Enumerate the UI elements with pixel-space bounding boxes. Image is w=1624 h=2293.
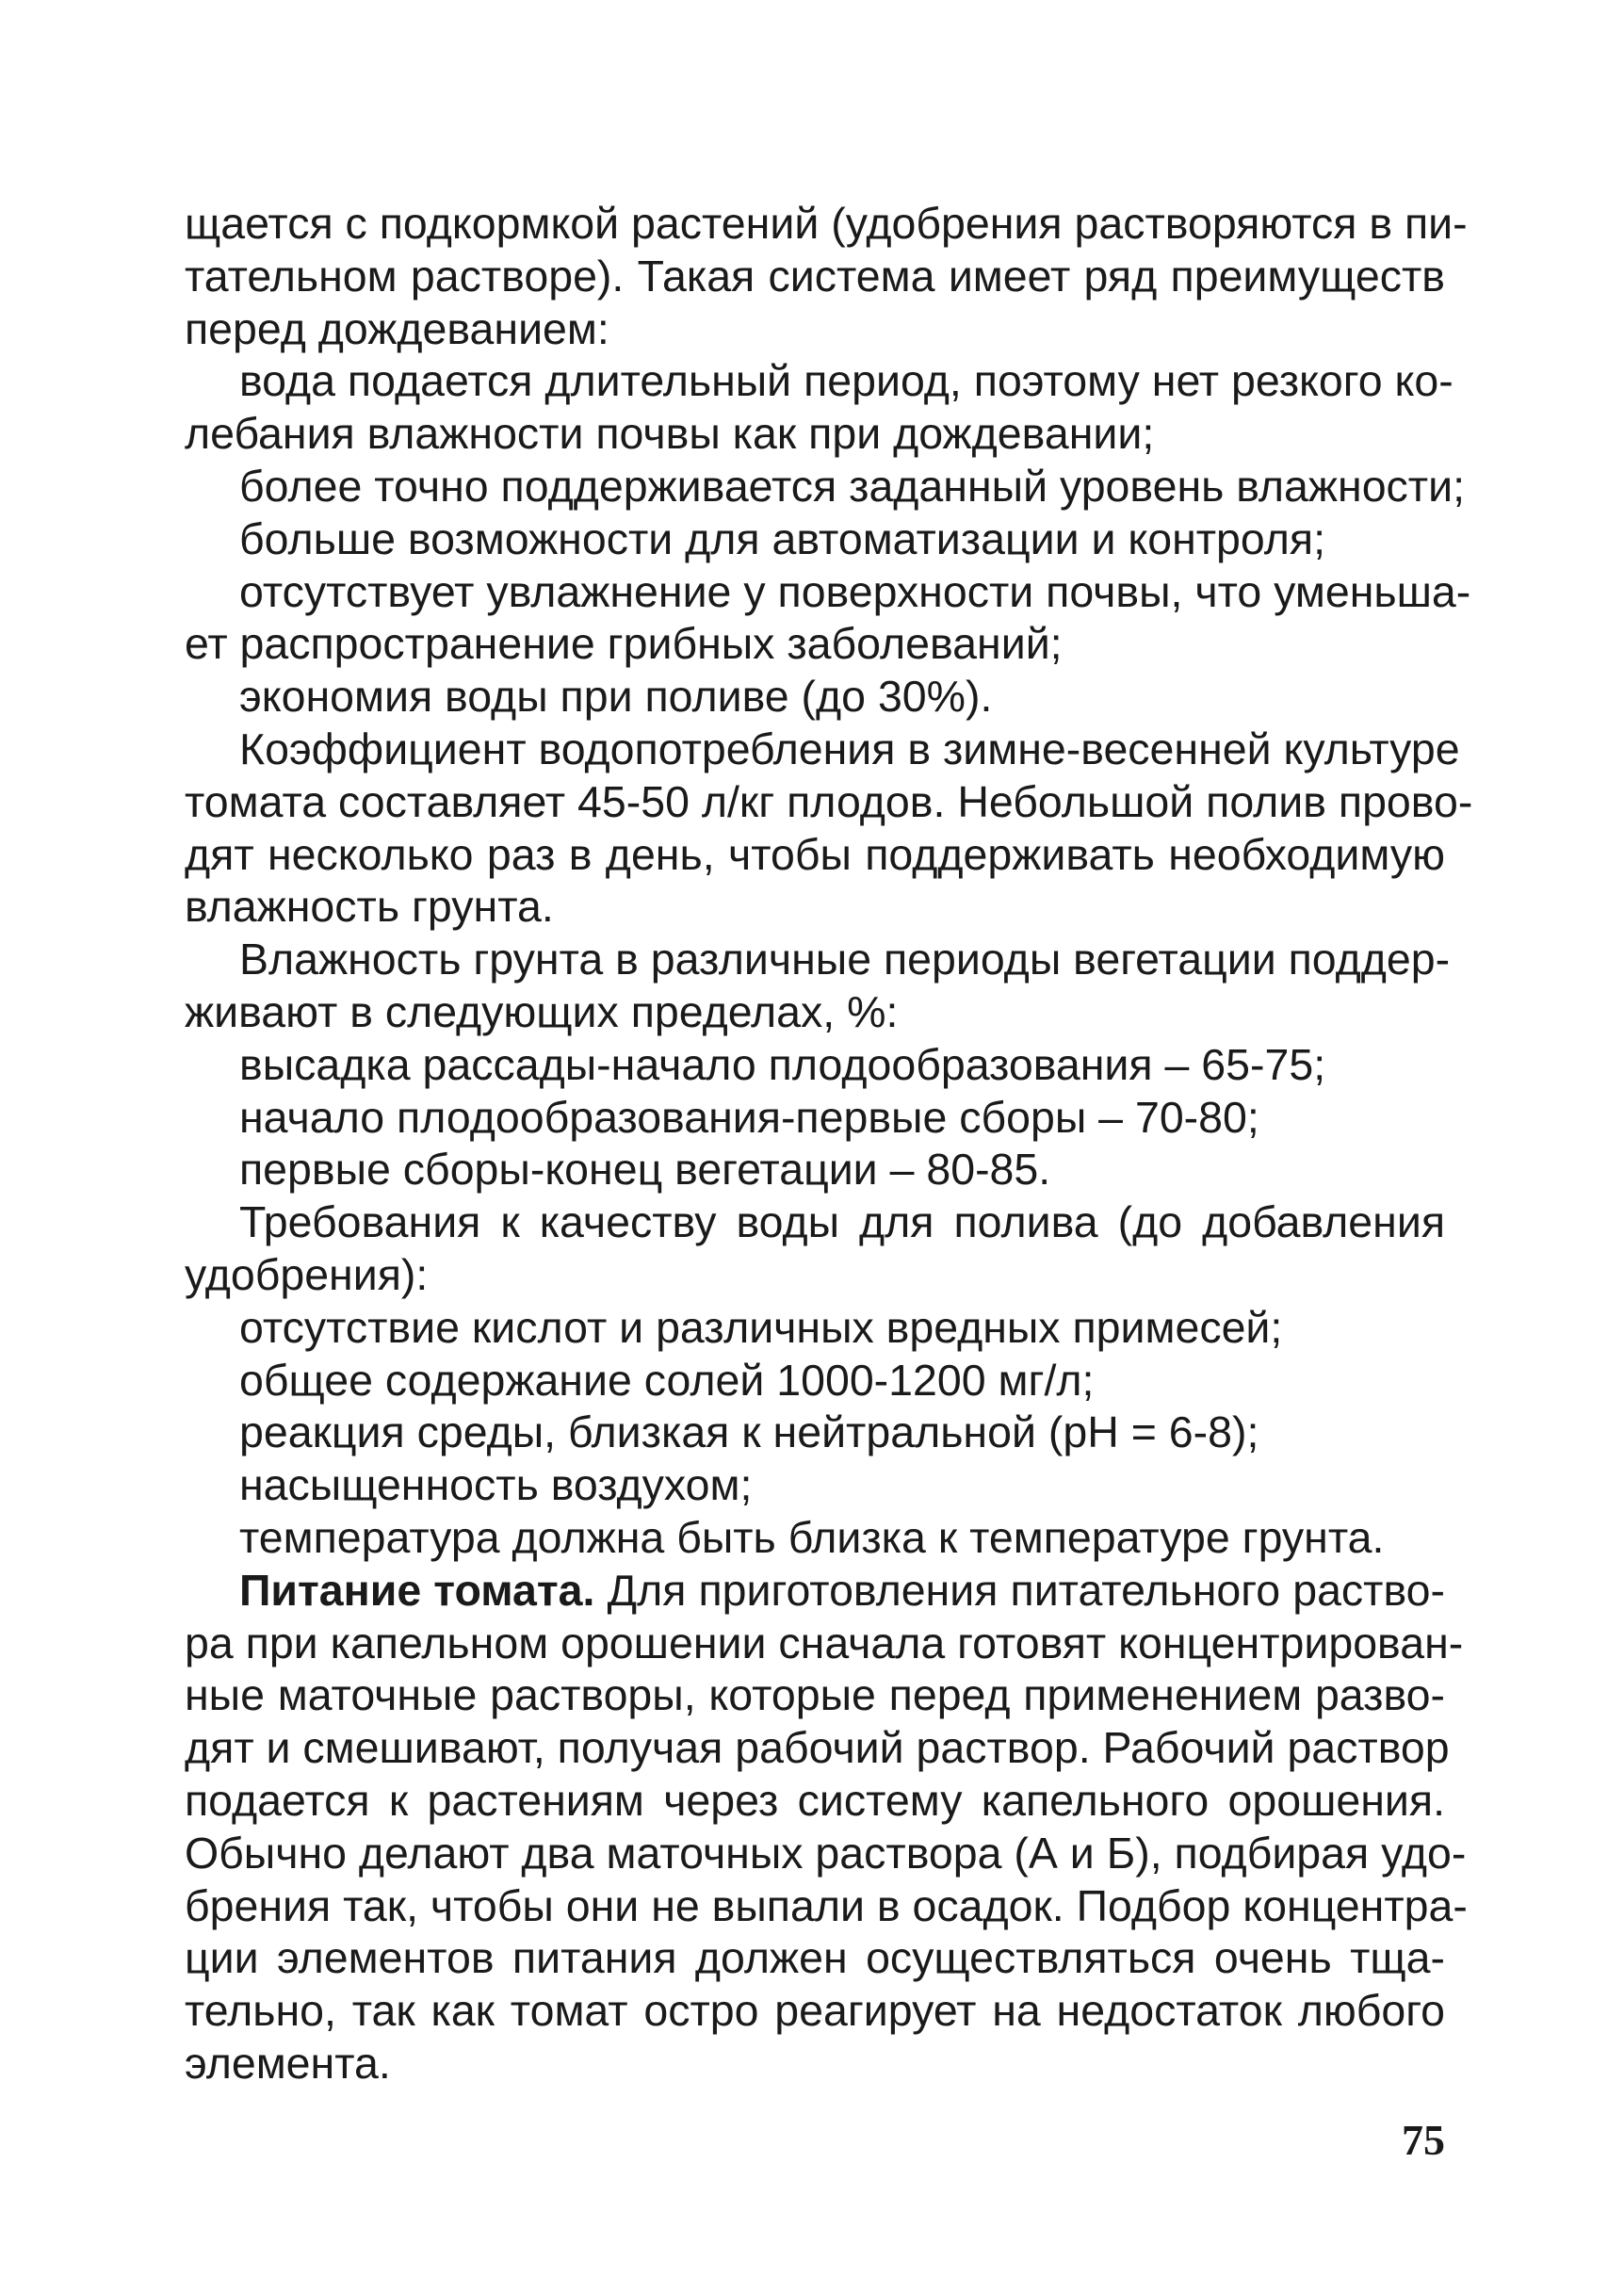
text-line: щается с подкормкой растений (удобрения растворяются в пи- [185,199,1468,248]
list-item: реакция среды, близкая к нейтральной (pH = 6-8); [239,1407,1259,1457]
list-item: начало плодообразования-первые сборы – 70-80; [239,1092,1259,1142]
text-line: подается к растениям через систему капельного орошения. [185,1775,1445,1825]
list-item: температура должна быть близка к температуре грунта. [239,1512,1385,1562]
text-line: брения так, чтобы они не выпали в осадок. Подбор концентра- [185,1880,1468,1930]
text-line: элемента. [185,2038,391,2088]
list-item: высадка рассады-начало плодообразования – 65-75; [239,1039,1326,1089]
text-line: ции элементов питания должен осуществляться очень тща- [185,1933,1445,1983]
text-line: тельно, так как томат остро реагирует на недостаток любого [185,1986,1445,2036]
text-line: удобрения): [185,1249,429,1299]
text-line: лебания влажности почвы как при дождевании; [185,409,1155,459]
text-line: томата составляет 45-50 л/кг плодов. Небольшой полив прово- [185,776,1473,826]
list-item: насыщенность воздухом; [239,1460,753,1510]
list-item: более точно поддерживается заданный уровень влажности; [239,461,1466,511]
text-line: дят и смешивают, получая рабочий раствор. Рабочий раствор [185,1723,1450,1773]
paragraph-line [185,1565,1445,1618]
text-line: ет распространение грибных заболеваний; [185,619,1063,669]
text-line: дят несколько раз в день, чтобы поддерживать необходимую [185,829,1445,879]
list-item: первые сборы-конец вегетации – 80-85. [239,1145,1051,1195]
text-run: Для приготовления питательного раство- [594,1565,1445,1615]
list-item: общее содержание солей 1000-1200 мг/л; [239,1355,1095,1405]
paragraph-line: Влажность грунта в различные периоды вегетации поддер- [239,935,1451,984]
text-line: живают в следующих пределах, %: [185,986,899,1036]
text-line: Обычно делают два маточных раствора (А и Б), подбирая удо- [185,1828,1467,1878]
page-body [185,198,1473,2090]
list-item: отсутствует увлажнение у поверхности почвы, что уменьша- [239,566,1471,616]
text-line: тательном растворе). Такая система имеет ряд преимуществ [185,251,1445,301]
list-item: больше возможности для автоматизации и контроля; [239,513,1325,563]
text-line: ра при капельном орошении сначала готовят концентрирован- [185,1618,1464,1667]
section-heading: Питание томата. [239,1565,595,1615]
list-item: экономия воды при поливе (до 30%). [239,672,993,722]
paragraph-line: Коэффициент водопотребления в зимне-весенней культуре [239,724,1460,773]
text-line: перед дождеванием: [185,303,609,353]
page-number: 75 [1402,2116,1445,2164]
list-item: вода подается длительный период, поэтому нет резкого ко- [239,356,1453,406]
paragraph-line: Требования к качеству воды для полива (до добавления [239,1197,1445,1247]
text-line: влажность грунта. [185,882,554,932]
text-line: ные маточные растворы, которые перед применением разво- [185,1670,1445,1720]
list-item: отсутствие кислот и различных вредных примесей; [239,1302,1283,1352]
